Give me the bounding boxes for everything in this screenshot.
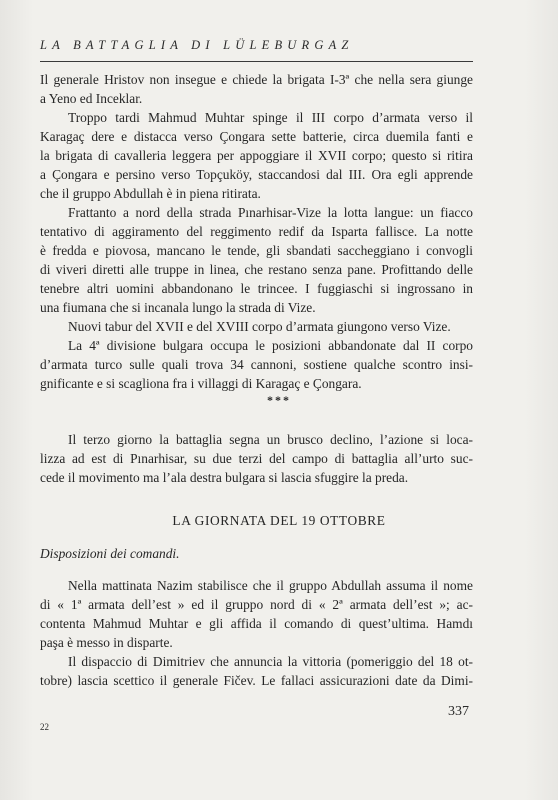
text-line: tentativo di aggiramento del reggimento redif da Isparta fallisce. La notte: [40, 224, 473, 239]
text-line: che il gruppo Abdullah è in piena ritirata.: [40, 186, 261, 201]
text-line: tenebre altri uomini abbandonano le trincee. I fuggiaschi si ingrossano in: [40, 281, 473, 296]
body-text-middle: [40, 430, 473, 487]
text-line: Karagaç dere e distacca verso Çongara sette batterie, circa duemila fanti e: [40, 129, 473, 144]
text-line: Nuovi tabur del XVII e del XVIII corpo d’armata giungono verso Vize.: [68, 319, 451, 334]
text-line: Il generale Hristov non insegue e chiede la brigata I-3ª che nella sera giunge: [40, 72, 473, 87]
paragraph: [40, 70, 473, 108]
paragraph: [40, 336, 473, 393]
text-line: cede il movimento ma l’ala destra bulgara si lascia sfuggire la preda.: [40, 470, 409, 485]
text-line: Il dispaccio di Dimitriev che annuncia la vittoria (pomeriggio del 18 ot-: [68, 654, 473, 669]
paragraph: [40, 576, 473, 652]
text-line: La 4ª divisione bulgara occupa le posizioni abbandonate dal II corpo: [68, 338, 473, 353]
paragraph: [40, 203, 473, 317]
header-rule: [40, 61, 473, 62]
text-line: di « 1ª armata dell’est » ed il gruppo nord di « 2ª armata dell’est »; ac-: [40, 597, 473, 612]
text-line: Troppo tardi Mahmud Muhtar spinge il III corpo d’armata verso il: [68, 110, 473, 125]
text-line: Frattanto a nord della strada Pınarhisar-Vize la lotta langue: un fiacco: [68, 205, 473, 220]
text-line: a Çongara e persino verso Topçuköy, staccandosi dal III. Ora egli apprende: [40, 167, 473, 182]
signature-mark: 22: [40, 722, 49, 732]
text-line: a Yeno ed Inceklar.: [40, 91, 143, 106]
body-text-top: [40, 70, 473, 393]
paragraph: [40, 652, 473, 690]
section-separator: ***: [267, 393, 291, 407]
text-line: è fredda e piovosa, mancano le tende, gli sbandati saccheggiano i convogli: [40, 243, 473, 258]
text-line: una fiumana che si incanala lungo la strada di Vize.: [40, 300, 316, 315]
text-line: Nella mattinata Nazim stabilisce che il gruppo Abdullah assuma il nome: [68, 578, 473, 593]
text-line: la brigata di cavalleria leggera per appoggiare il XVII corpo; questo si ritira: [40, 148, 473, 163]
text-line: tobre) lascia scettico il generale Fičev. Le fallaci assicurazioni date da Dimi-: [40, 673, 473, 688]
subsection-heading: Disposizioni dei comandi.: [40, 546, 180, 561]
text-line: gnificante e si scagliona fra i villaggi di Karagaç e Çongara.: [40, 376, 362, 391]
text-line: contenta Mahmud Muhtar e gli affida il comando di quest’ultima. Hamdı: [40, 616, 473, 631]
running-head: LA BATTAGLIA DI LÜLEBURGAZ: [40, 38, 354, 52]
paragraph: [40, 108, 473, 203]
page-number: 337: [448, 704, 469, 719]
paragraph: [40, 317, 473, 336]
text-line: Il terzo giorno la battaglia segna un brusco declino, l’azione si loca-: [68, 432, 473, 447]
text-line: paşa è messo in disparte.: [40, 635, 173, 650]
section-heading: LA GIORNATA DEL 19 OTTOBRE: [172, 513, 386, 528]
text-line: di viveri diretti alle truppe in linea, che restano senza pane. Profittando delle: [40, 262, 473, 277]
body-text-bottom: [40, 576, 473, 690]
text-line: lizza ad est di Pınarhisar, su due terzi del campo di battaglia all’urto suc-: [40, 451, 473, 466]
paragraph: [40, 430, 473, 487]
text-line: d’armata turco sulle quali trova 34 cannoni, sostiene qualche scontro insi-: [40, 357, 473, 372]
